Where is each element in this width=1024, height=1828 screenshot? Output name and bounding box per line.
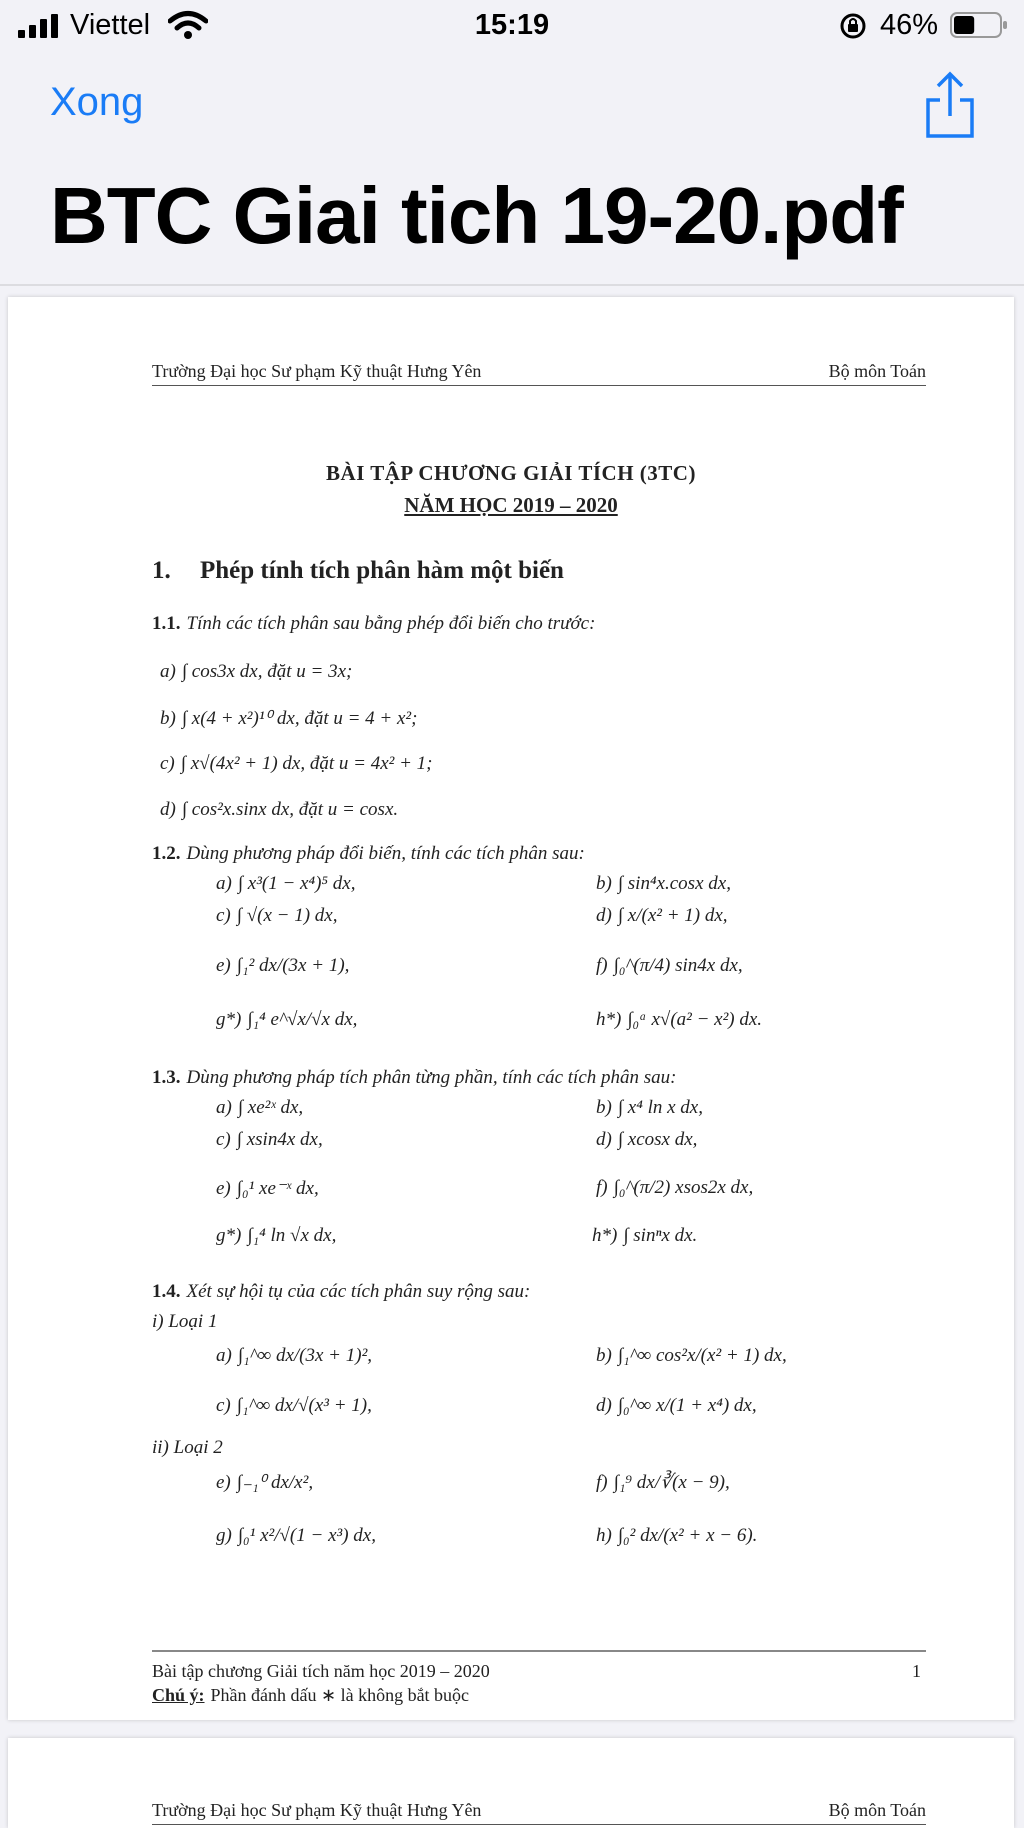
- exercise-instruction: Xét sự hội tụ của các tích phân suy rộng sau:: [186, 1281, 531, 1302]
- note-label: Chú ý:: [152, 1685, 205, 1705]
- item-label: e): [216, 1178, 231, 1199]
- list-item: [216, 1097, 303, 1119]
- school-year: NĂM HỌC 2019 – 2020: [404, 493, 618, 517]
- item-label: b): [596, 873, 612, 894]
- item-expression: ∫₀¹ x²/√(1 − x³) dx,: [237, 1525, 376, 1546]
- item-expression: ∫₁⁴ ln √x dx,: [247, 1225, 337, 1246]
- section-heading: [152, 557, 564, 585]
- header-department: Bộ môn Toán: [828, 1800, 926, 1820]
- item-label: h*): [592, 1225, 618, 1246]
- item-label: c): [216, 1395, 231, 1416]
- item-label: d): [596, 1129, 612, 1150]
- item-expression: ∫₁⁹ dx/∛(x − 9),: [613, 1472, 730, 1493]
- item-expression: ∫₀^(π/2) xsos2x dx,: [613, 1177, 754, 1198]
- item-expression: ∫ xcosx dx,: [617, 1129, 698, 1150]
- item-label: g*): [216, 1009, 242, 1030]
- item-expression: ∫₁^∞ dx/√(x³ + 1),: [236, 1395, 372, 1416]
- list-item: [596, 1097, 703, 1119]
- item-label: h): [596, 1525, 612, 1546]
- item-label: g): [216, 1525, 232, 1546]
- item-label: f): [596, 955, 608, 976]
- item-expression: ∫₀^(π/4) sin4x dx,: [613, 955, 743, 976]
- exercise-number: 1.1.: [152, 613, 181, 634]
- exercise-heading-1-2: [152, 843, 585, 865]
- item-expression: ∫ sin⁴x.cosx dx,: [617, 873, 731, 894]
- item-label: f): [596, 1472, 608, 1493]
- list-item: [596, 1395, 757, 1417]
- item-expression: ∫₁^∞ cos²x/(x² + 1) dx,: [617, 1345, 787, 1366]
- item-expression: ∫₀ᵃ x√(a² − x²) dx.: [627, 1009, 763, 1030]
- battery-percentage: 46%: [880, 9, 939, 41]
- done-button[interactable]: Xong: [50, 80, 144, 124]
- list-item: [592, 1225, 697, 1247]
- list-item: [216, 1525, 376, 1547]
- list-item: [596, 1009, 762, 1031]
- item-expression: ∫ x⁴ ln x dx,: [617, 1097, 703, 1118]
- item-expression: ∫ x³(1 − x⁴)⁵ dx,: [237, 873, 356, 894]
- list-item: [216, 1177, 319, 1200]
- item-label: a): [216, 1097, 232, 1118]
- item-expression: ∫ sinⁿx dx.: [623, 1225, 698, 1246]
- item-label: b): [596, 1097, 612, 1118]
- list-item: [596, 1129, 697, 1151]
- doc-title-line2: [8, 493, 1014, 518]
- item-label: c): [216, 1129, 231, 1150]
- document-title: BTC Giai tich 19-20.pdf: [50, 171, 903, 260]
- item-label: a): [216, 1345, 232, 1366]
- exercise-instruction: Dùng phương pháp đổi biến, tính các tích phân sau:: [186, 843, 585, 864]
- status-time: 15:19: [474, 9, 550, 41]
- item-label: c): [160, 753, 175, 774]
- list-item: [216, 1345, 372, 1367]
- item-expression: ∫₋₁⁰ dx/x²,: [236, 1472, 314, 1493]
- item-expression: ∫ cos3x dx, đặt u = 3x;: [181, 661, 353, 682]
- list-item: [216, 1471, 313, 1494]
- item-label: g*): [216, 1225, 242, 1246]
- exercise-number: 1.3.: [152, 1067, 181, 1088]
- subheading-type-2: ii) Loại 2: [152, 1437, 223, 1458]
- list-item: [596, 905, 728, 927]
- header-school: Trường Đại học Sư phạm Kỹ thuật Hưng Yên: [152, 361, 482, 381]
- list-item: [596, 1471, 730, 1494]
- pdf-page-1[interactable]: [8, 297, 1014, 1720]
- item-expression: ∫ xsin4x dx,: [236, 1129, 323, 1150]
- running-header: [152, 1800, 926, 1825]
- list-item: [160, 707, 417, 730]
- header-divider: [0, 284, 1024, 286]
- item-expression: ∫ cos²x.sinx dx, đặt u = cosx.: [181, 799, 399, 820]
- item-label: d): [596, 1395, 612, 1416]
- item-label: d): [160, 799, 176, 820]
- exercise-heading-1-1: [152, 613, 595, 635]
- subheading-type-1: i) Loại 1: [152, 1311, 218, 1332]
- section-title: Phép tính tích phân hàm một biến: [200, 557, 564, 584]
- item-label: h*): [596, 1009, 622, 1030]
- item-label: e): [216, 1472, 231, 1493]
- page-number: 1: [912, 1661, 921, 1681]
- item-expression: ∫₁² dx/(3x + 1),: [236, 955, 350, 976]
- exercise-heading-1-4: [152, 1281, 530, 1303]
- list-item: [596, 873, 731, 895]
- item-expression: ∫ √(x − 1) dx,: [236, 905, 338, 926]
- list-item: [216, 1225, 336, 1247]
- rotation-lock-icon: [838, 11, 868, 41]
- item-label: b): [160, 708, 176, 729]
- item-label: d): [596, 905, 612, 926]
- list-item: [596, 1525, 757, 1547]
- list-item: [216, 905, 338, 927]
- doc-title-line1: BÀI TẬP CHƯƠNG GIẢI TÍCH (3TC): [326, 461, 696, 485]
- list-item: [596, 955, 743, 977]
- footer-note: [152, 1685, 469, 1706]
- exercise-number: 1.4.: [152, 1281, 181, 1302]
- item-expression: ∫₁^∞ dx/(3x + 1)²,: [237, 1345, 373, 1366]
- running-header: [152, 361, 926, 386]
- list-item: [596, 1345, 787, 1367]
- item-expression: ∫ x√(4x² + 1) dx, đặt u = 4x² + 1;: [180, 753, 433, 774]
- status-bar: [0, 0, 1024, 52]
- item-expression: ∫₀^∞ x/(1 + x⁴) dx,: [617, 1395, 757, 1416]
- list-item: [216, 873, 355, 895]
- list-item: [216, 955, 349, 977]
- item-label: b): [596, 1345, 612, 1366]
- list-item: [160, 661, 352, 683]
- item-label: f): [596, 1177, 608, 1198]
- exercise-instruction: Dùng phương pháp tích phân từng phần, tính các tích phân sau:: [186, 1067, 677, 1088]
- list-item: [160, 799, 398, 821]
- carrier-name: Viettel: [70, 9, 151, 41]
- item-expression: ∫ x/(x² + 1) dx,: [617, 905, 728, 926]
- exercise-heading-1-3: [152, 1067, 677, 1089]
- item-expression: ∫₀² dx/(x² + x − 6).: [617, 1525, 758, 1546]
- item-expression: ∫₁⁴ e^√x/√x dx,: [247, 1009, 358, 1030]
- footer-text: Bài tập chương Giải tích năm học 2019 – 2020: [152, 1661, 490, 1681]
- footer-rule: [152, 1650, 926, 1652]
- list-item: [216, 1009, 357, 1031]
- item-expression: ∫₀¹ xe⁻ˣ dx,: [236, 1178, 319, 1199]
- item-label: a): [216, 873, 232, 894]
- list-item: [216, 1395, 372, 1417]
- item-label: e): [216, 955, 231, 976]
- exercise-instruction: Tính các tích phân sau bằng phép đổi biến cho trước:: [186, 613, 596, 634]
- item-expression: ∫ xe²ˣ dx,: [237, 1097, 304, 1118]
- header-department: Bộ môn Toán: [828, 361, 926, 381]
- item-label: c): [216, 905, 231, 926]
- exercise-number: 1.2.: [152, 843, 181, 864]
- section-number: 1.: [152, 557, 171, 584]
- list-item: [160, 753, 433, 775]
- list-item: [216, 1129, 323, 1151]
- list-item: [596, 1177, 753, 1199]
- pdf-page-2[interactable]: [8, 1738, 1014, 1828]
- item-expression: ∫ x(4 + x²)¹⁰ dx, đặt u = 4 + x²;: [181, 708, 418, 729]
- item-label: a): [160, 661, 176, 682]
- battery-icon: [950, 10, 1008, 40]
- share-icon[interactable]: [924, 70, 976, 140]
- note-text: Phần đánh dấu ∗ là không bắt buộc: [210, 1685, 470, 1705]
- header-school: Trường Đại học Sư phạm Kỹ thuật Hưng Yên: [152, 1800, 482, 1820]
